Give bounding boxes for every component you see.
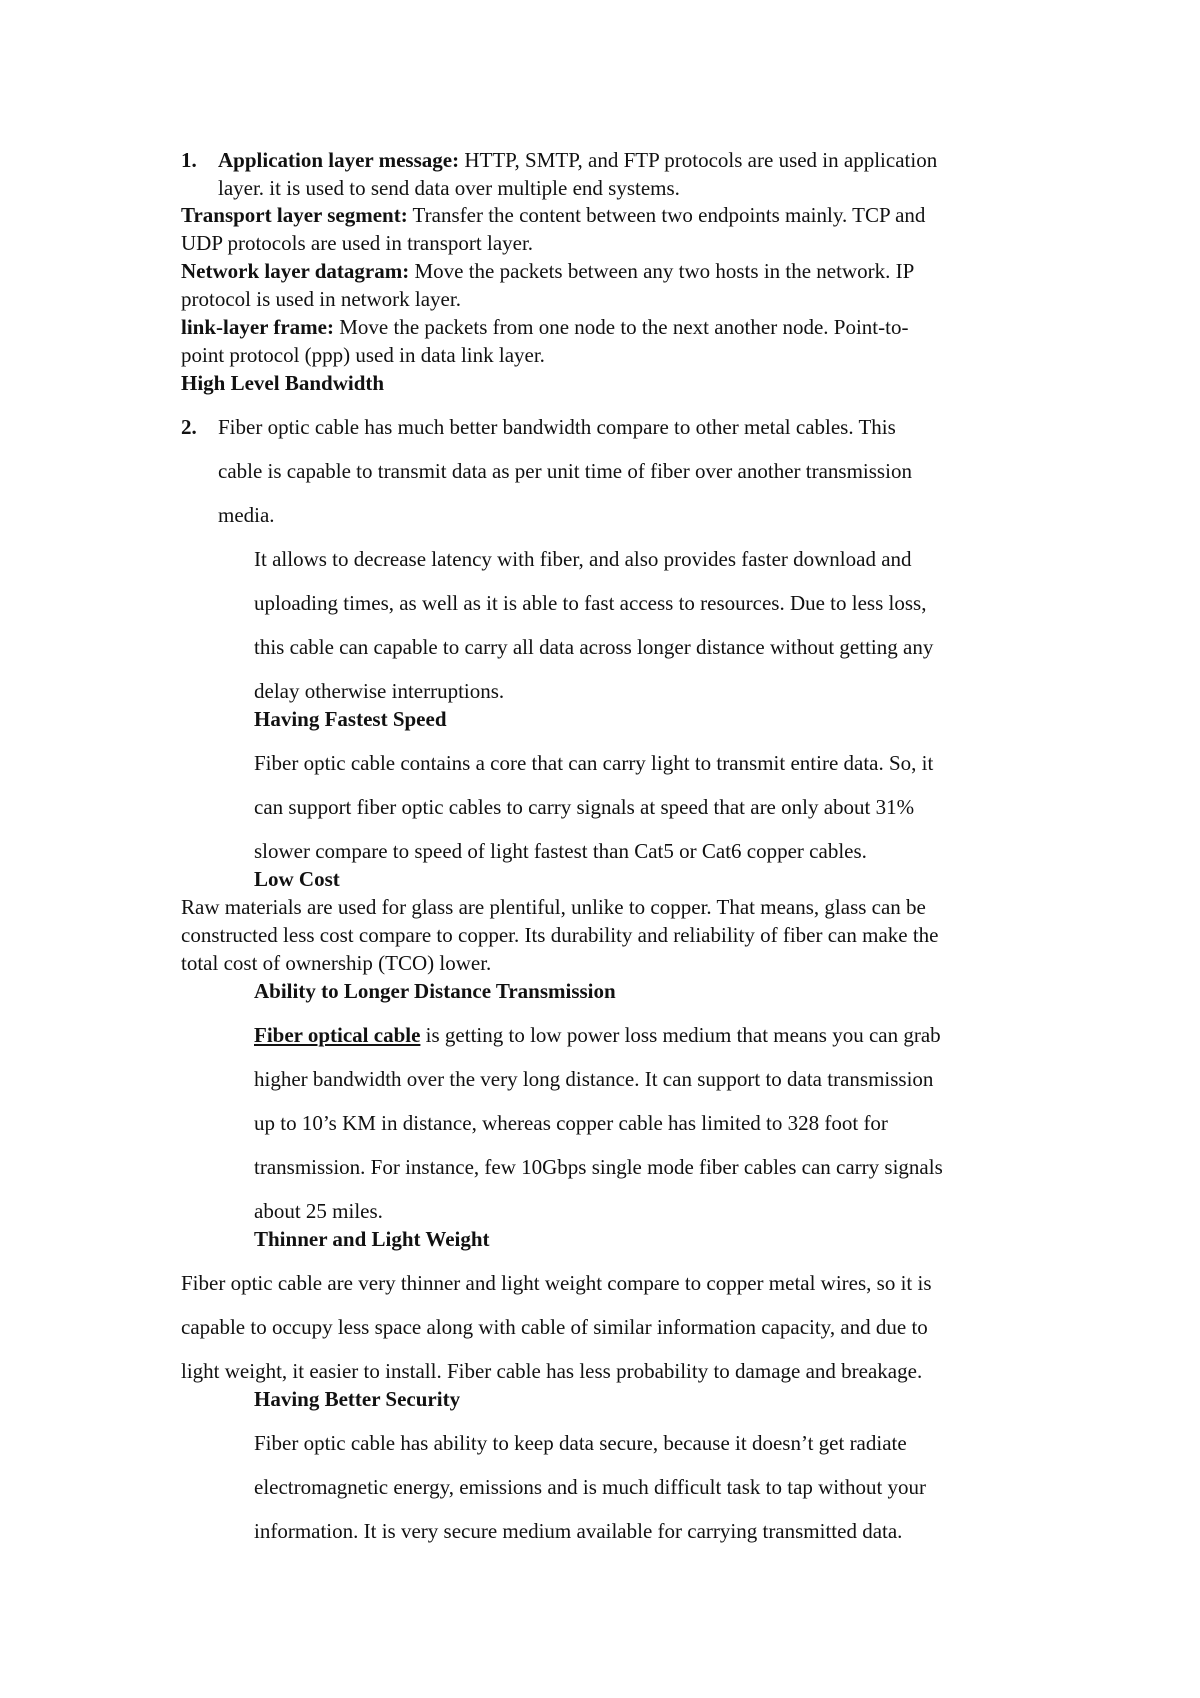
network-layer-label: Network layer datagram: <box>181 259 410 283</box>
fastest-speed-heading: Having Fastest Speed <box>254 707 447 731</box>
latency-line-1: It allows to decrease latency with fiber, and also provides faster download and <box>254 547 912 571</box>
network-layer-line <box>181 258 914 284</box>
list-number-1: 1. <box>181 148 197 172</box>
thin-line-1: Fiber optic cable are very thinner and light weight compare to copper metal wires, so it is <box>181 1271 932 1295</box>
application-layer-line <box>218 147 937 173</box>
application-layer-text: HTTP, SMTP, and FTP protocols are used in application <box>459 148 938 172</box>
intro-line-3: media. <box>218 503 275 527</box>
intro-line-2: cable is capable to transmit data as per unit time of fiber over another transmission <box>218 459 912 483</box>
cost-line-2: constructed less cost compare to copper. Its durability and reliability of fiber can make the <box>181 923 939 947</box>
network-layer-text-2: protocol is used in network layer. <box>181 287 461 311</box>
link-layer-text: Move the packets from one node to the next another node. Point-to- <box>334 315 909 339</box>
intro-line-1: Fiber optic cable has much better bandwidth compare to other metal cables. This <box>218 415 896 439</box>
list-number-2: 2. <box>181 415 197 439</box>
link-layer-line <box>181 314 908 340</box>
security-line-3: information. It is very secure medium available for carrying transmitted data. <box>254 1519 903 1543</box>
distance-line-5: about 25 miles. <box>254 1199 383 1223</box>
transport-layer-line <box>181 202 925 228</box>
application-layer-label: Application layer message: <box>218 148 460 172</box>
thin-line-3: light weight, it easier to install. Fiber cable has less probability to damage and breakage. <box>181 1359 923 1383</box>
latency-line-2: uploading times, as well as it is able to fast access to resources. Due to less loss, <box>254 591 927 615</box>
speed-line-2: can support fiber optic cables to carry signals at speed that are only about 31% <box>254 795 915 819</box>
speed-line-1: Fiber optic cable contains a core that can carry light to transmit entire data. So, it <box>254 751 934 775</box>
application-layer-text-2: layer. it is used to send data over multiple end systems. <box>218 176 680 200</box>
transport-layer-label: Transport layer segment: <box>181 203 408 227</box>
high-level-bandwidth-heading: High Level Bandwidth <box>181 371 385 395</box>
speed-line-3: slower compare to speed of light fastest than Cat5 or Cat6 copper cables. <box>254 839 867 863</box>
latency-line-4: delay otherwise interruptions. <box>254 679 505 703</box>
cost-line-3: total cost of ownership (TCO) lower. <box>181 951 492 975</box>
security-line-2: electromagnetic energy, emissions and is much difficult task to tap without your <box>254 1475 927 1499</box>
thin-line-2: capable to occupy less space along with cable of similar information capacity, and due to <box>181 1315 928 1339</box>
link-layer-label: link-layer frame: <box>181 315 334 339</box>
distance-line-1-text: is getting to low power loss medium that means you can grab <box>420 1023 941 1047</box>
distance-line-2: higher bandwidth over the very long distance. It can support to data transmission <box>254 1067 934 1091</box>
latency-line-3: this cable can capable to carry all data across longer distance without getting any <box>254 635 934 659</box>
transport-layer-text: Transfer the content between two endpoints mainly. TCP and <box>407 203 926 227</box>
longer-distance-heading: Ability to Longer Distance Transmission <box>254 979 616 1003</box>
fiber-optical-cable-link[interactable]: Fiber optical cable <box>254 1023 421 1047</box>
better-security-heading: Having Better Security <box>254 1387 461 1411</box>
distance-line-3: up to 10’s KM in distance, whereas copper cable has limited to 328 foot for <box>254 1111 888 1135</box>
transport-layer-text-2: UDP protocols are used in transport layer. <box>181 231 534 255</box>
thinner-light-heading: Thinner and Light Weight <box>254 1227 490 1251</box>
network-layer-text: Move the packets between any two hosts in the network. IP <box>409 259 915 283</box>
distance-line-1 <box>254 1022 941 1048</box>
low-cost-heading: Low Cost <box>254 867 340 891</box>
security-line-1: Fiber optic cable has ability to keep data secure, because it doesn’t get radiate <box>254 1431 907 1455</box>
link-layer-text-2: point protocol (ppp) used in data link layer. <box>181 343 545 367</box>
cost-line-1: Raw materials are used for glass are plentiful, unlike to copper. That means, glass can be <box>181 895 926 919</box>
distance-line-4: transmission. For instance, few 10Gbps single mode fiber cables can carry signals <box>254 1155 943 1179</box>
